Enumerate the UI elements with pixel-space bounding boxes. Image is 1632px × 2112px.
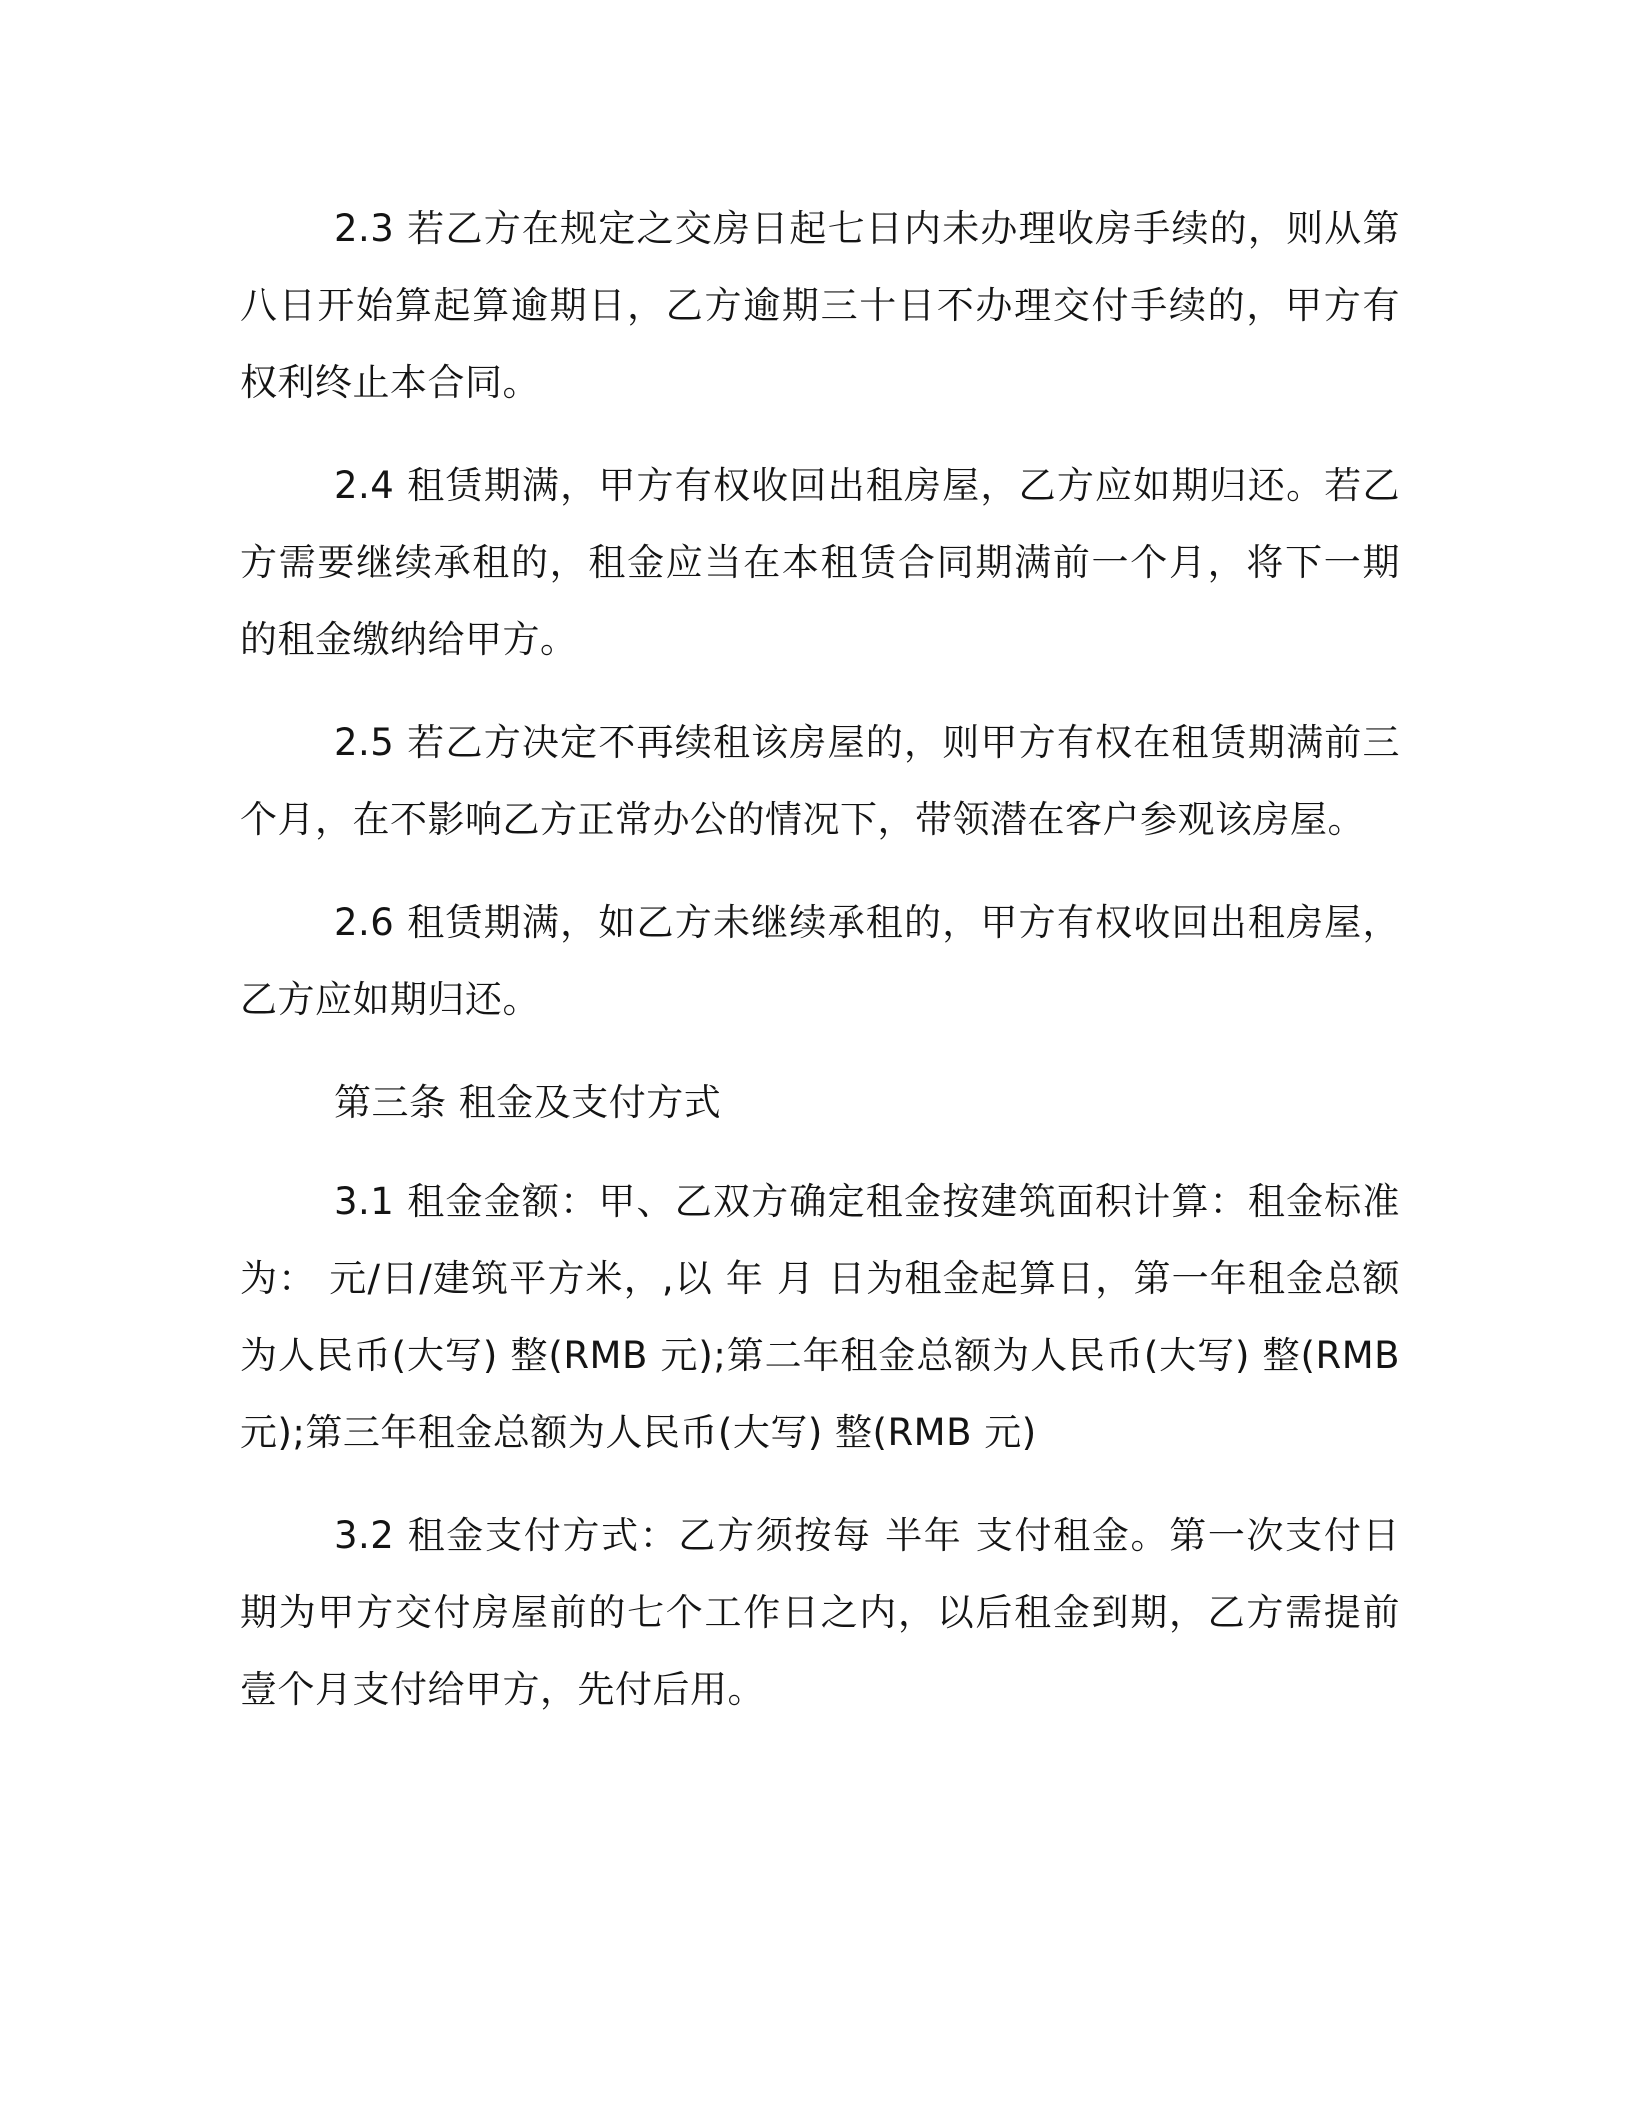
clause-2-6-paragraph: 2.6 租赁期满，如乙方未继续承租的，甲方有权收回出租房屋，乙方应如期归还。 (240, 901, 1400, 1021)
clause-3-1-paragraph: 3.1 租金金额：甲、乙双方确定租金按建筑面积计算：租金标准为： 元/日/建筑平方米，,以 年 月 日为租金起算日，第一年租金总额为人民币(大写) 整(RMB 元);第二年租金总额为人民币(大写) 整(RMB 元);第三年租金总额为人民币(大写) 整(RMB 元) (240, 1180, 1400, 1454)
article-3-heading: 第三条 租金及支付方式 (334, 1081, 722, 1124)
clause-3-2-paragraph: 3.2 租金支付方式：乙方须按每 半年 支付租金。第一次支付日期为甲方交付房屋前的七个工作日之内，以后租金到期，乙方需提前壹个月支付给甲方，先付后用。 (240, 1514, 1400, 1711)
clause-2-5-paragraph: 2.5 若乙方决定不再续租该房屋的，则甲方有权在租赁期满前三个月，在不影响乙方正常办公的情况下，带领潜在客户参观该房屋。 (240, 721, 1400, 841)
clause-2-3-paragraph: 2.3 若乙方在规定之交房日起七日内未办理收房手续的，则从第八日开始算起算逾期日，乙方逾期三十日不办理交付手续的，甲方有权利终止本合同。 (240, 207, 1400, 404)
document-body (240, 190, 1400, 1754)
clause-2-4-paragraph: 2.4 租赁期满，甲方有权收回出租房屋，乙方应如期归还。若乙方需要继续承租的，租金应当在本租赁合同期满前一个月，将下一期的租金缴纳给甲方。 (240, 464, 1400, 661)
